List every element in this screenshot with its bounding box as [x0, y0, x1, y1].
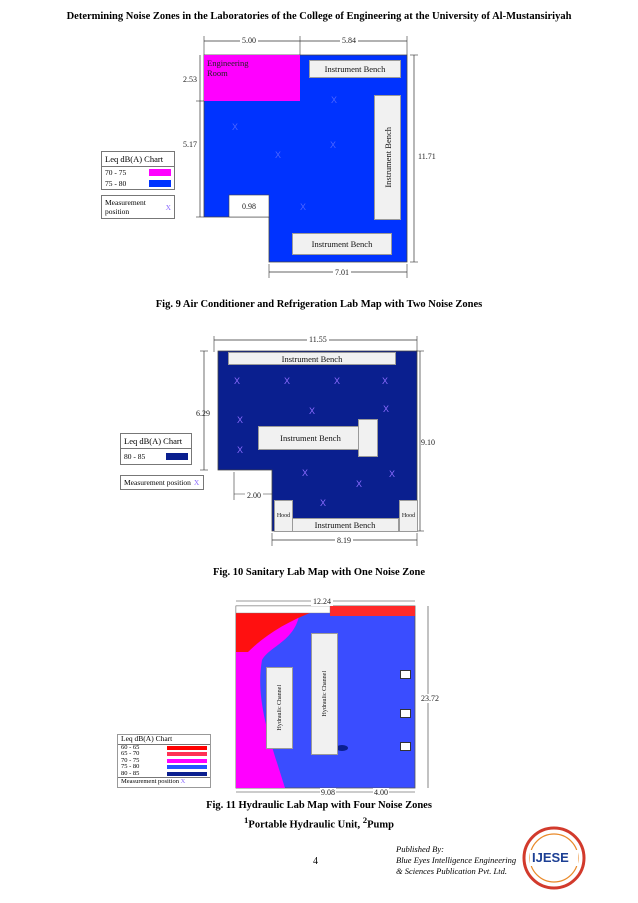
fig11-caption: Fig. 11 Hydraulic Lab Map with Four Noise Zones: [206, 800, 432, 811]
fig9-dim-left-upper: 2.53: [183, 75, 197, 84]
fig11-equipment-marker: [400, 670, 411, 679]
fig9-dim-notch: 0.98: [242, 202, 256, 211]
fig9-dim-right: 11.71: [418, 152, 436, 161]
fig10-legend-title: Leq dB(A) Chart: [121, 434, 191, 449]
fig11-legend-title: Leq dB(A) Chart: [118, 735, 210, 745]
fig11-dim-right: 23.72: [421, 694, 439, 703]
fig9-bench-side: Instrument Bench: [374, 95, 401, 220]
fig9-measurement-mark: X: [300, 202, 307, 212]
fig9-dim-top-left: 5.00: [242, 36, 256, 45]
fig10-hood-left: Hood: [274, 500, 293, 532]
fig9-bench-top: Instrument Bench: [309, 60, 401, 78]
fig10-measurement-mark: X: [237, 445, 244, 455]
fig9-caption: Fig. 9 Air Conditioner and Refrigeration Lab Map with Two Noise Zones: [155, 299, 483, 310]
fig11-legend: [117, 734, 211, 788]
measurement-mark: X: [180, 778, 186, 785]
fig11-equipment-marker: [400, 709, 411, 718]
fig9-legend-item: 70 - 75: [102, 167, 174, 178]
fig9-legend-title: Leq dB(A) Chart: [102, 152, 174, 167]
fig10-measurement-mark: X: [320, 498, 327, 508]
fig10-legend-measurement: Measurement position X: [120, 475, 204, 490]
fig10-dim-left: 6.29: [196, 409, 210, 418]
fig9-bench-bottom: Instrument Bench: [292, 233, 392, 255]
legend-swatch: [167, 765, 207, 769]
fig11-hydraulic-channel-1: Hydraulic Channel: [266, 667, 293, 749]
fig11-dim-bottom-right: 4.00: [374, 788, 388, 797]
measurement-mark: X: [165, 202, 171, 212]
fig9-legend-item: 75 - 80: [102, 178, 174, 189]
fig10-dim-bottom: 8.19: [337, 536, 351, 545]
fig11-legend-item: 80 - 85: [118, 771, 210, 778]
fig10-bench-bottom: Instrument Bench: [291, 518, 399, 532]
fig10-measurement-mark: X: [383, 404, 390, 414]
fig11-equipment-marker: [400, 742, 411, 751]
publisher-block: Published By: Blue Eyes Intelligence Engineering & Sciences Publication Pvt. Ltd.: [396, 844, 517, 876]
fig9-measurement-mark: X: [331, 95, 338, 105]
fig10-measurement-mark: X: [302, 468, 309, 478]
fig10-dim-top: 11.55: [309, 335, 327, 344]
fig10-legend-item: 80 - 85: [121, 449, 191, 464]
fig9-dim-top-right: 5.84: [342, 36, 356, 45]
fig11-dim-bottom-left: 9.08: [321, 788, 335, 797]
fig11-legend-item: 75 - 80: [118, 764, 210, 771]
fig9-dim-left-lower: 5.17: [183, 140, 197, 149]
fig11-dim-top: 12.24: [313, 597, 331, 606]
fig11-hydraulic-channel-2: Hydraulic Channel: [311, 633, 338, 755]
fig9-measurement-mark: X: [330, 140, 337, 150]
legend-swatch: [167, 746, 207, 750]
legend-swatch: [167, 772, 207, 776]
legend-swatch: [167, 759, 207, 763]
fig10-dim-notch: 2.00: [247, 491, 261, 500]
fig11-legend-item: 70 - 75: [118, 758, 210, 765]
fig9-measurement-mark: X: [232, 122, 239, 132]
ijese-logo-text: IJESE: [532, 850, 569, 865]
ijese-logo: [522, 826, 586, 890]
fig11-legend-measurement: Measurement position X: [118, 777, 210, 787]
fig10-measurement-mark: X: [389, 469, 396, 479]
fig10-measurement-mark: X: [284, 376, 291, 386]
fig10-measurement-mark: X: [334, 376, 341, 386]
running-header: Determining Noise Zones in the Laboratories of the College of Engineering at the University of Al-Mustansiriyah: [66, 11, 572, 22]
fig10-measurement-mark: X: [309, 406, 316, 416]
fig10-bench-top: Instrument Bench: [228, 352, 396, 365]
fig9-legend-measurement: Measurement position X: [101, 195, 175, 219]
fig10-measurement-mark: X: [237, 415, 244, 425]
fig10-bench-middle: Instrument Bench: [258, 426, 363, 450]
fig10-hood-right: Hood: [399, 500, 418, 532]
fig10-measurement-mark: X: [234, 376, 241, 386]
fig11-legend-item: 60 - 65: [118, 745, 210, 752]
fig9-measurement-mark: X: [275, 150, 282, 160]
fig10-dim-right: 9.10: [421, 438, 435, 447]
fig10-measurement-mark: X: [382, 376, 389, 386]
fig9-engineering-room-label: Engineering Room: [207, 58, 249, 78]
fig11-subcaption: $^1$Portable Hydraulic Unit, $^2$Pump: [244, 815, 394, 831]
page-number: 4: [313, 856, 318, 867]
fig10-caption: Fig. 10 Sanitary Lab Map with One Noise Zone: [212, 567, 426, 578]
fig11-legend-item: 65 - 70: [118, 751, 210, 758]
fig9-dim-bottom: 7.01: [335, 268, 349, 277]
fig10-measurement-mark: X: [356, 479, 363, 489]
measurement-mark: X: [193, 478, 200, 487]
fig11-zone-65-70: [330, 606, 415, 616]
legend-swatch: [167, 752, 207, 756]
